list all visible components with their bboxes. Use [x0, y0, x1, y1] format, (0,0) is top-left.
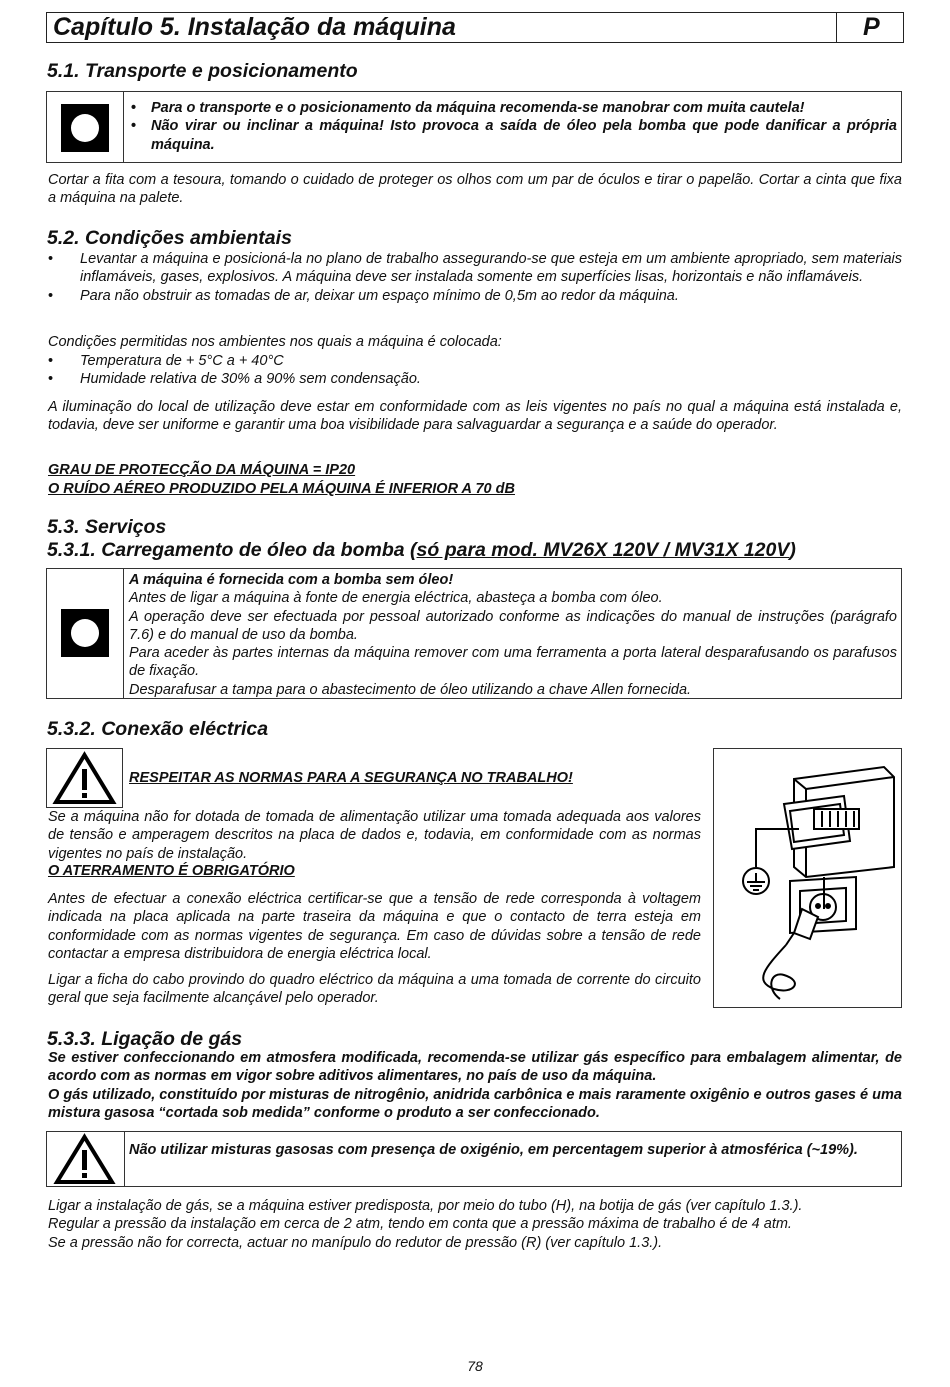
oil-line: Antes de ligar a máquina à fonte de energia eléctrica, abasteça a bomba com óleo.	[129, 590, 663, 607]
list-item: • Temperatura de + 5°C a + 40°C	[48, 352, 902, 370]
gas-line: Regular a pressão da instalação em cerca de 2 atm, tendo em conta que a pressão máxima de trabalho é de 4 atm.	[48, 1216, 792, 1233]
list-item: • Para o transporte e o posicionamento da máquina recomenda-se manobrar com muita cautela!	[127, 99, 897, 117]
language-letter: P	[863, 13, 880, 41]
section-5-3-2-title: 5.3.2. Conexão eléctrica	[47, 718, 269, 740]
page-number: 78	[467, 1358, 483, 1374]
oil-warning-text	[129, 571, 897, 699]
title-text: )	[789, 539, 796, 561]
gas-instructions	[48, 1197, 902, 1252]
warning-icon-cell	[47, 1132, 125, 1186]
gas-warning-box	[46, 1131, 902, 1187]
stop-icon-cell	[47, 92, 124, 162]
warning-triangle-icon	[47, 1132, 122, 1186]
oil-warning-box	[46, 568, 902, 699]
title-text: 5.3.1. Carregamento de óleo da bomba (	[47, 539, 417, 561]
electrical-paragraph-1: Se a máquina não for dotada de tomada de alimentação utilizar uma tomada adequada aos valores de tensão e amperagem descritos na placa de dados e, todavia, em conformidade com as normas vigentes no país de instalação.	[48, 809, 701, 862]
stop-icon	[61, 104, 109, 152]
list-item: • Não virar ou inclinar a máquina! Isto provoca a saída de óleo pela bomba que pode danificar a própria máquina.	[127, 117, 897, 154]
list-item: • Humidade relativa de 30% a 90% sem condensação.	[48, 370, 902, 388]
electrical-connection-illustration	[713, 748, 902, 1008]
gas-paragraph-2: O gás utilizado, constituído por misturas de nitrogênio, anidrida carbônica e mais raramente oxigênio e outros gases é uma mistura gasosa “cortada sob medida” conforme o produto a ser confeccionado.	[48, 1087, 902, 1122]
oil-warning-bold: A máquina é fornecida com a bomba sem óleo!	[129, 572, 454, 588]
noise-level: O RUÍDO AÉREO PRODUZIDO PELA MÁQUINA É INFERIOR A 70 dB	[48, 481, 515, 497]
transport-warning-box	[46, 91, 902, 163]
protection-grade: GRAU DE PROTECÇÃO DA MÁQUINA = IP20	[48, 462, 356, 478]
warning-icon-cell	[46, 748, 123, 808]
section-5-3-3-title: 5.3.3. Ligação de gás	[47, 1028, 243, 1050]
grounding-notice: O ATERRAMENTO É OBRIGATÓRIO	[48, 863, 295, 879]
safety-warning: RESPEITAR AS NORMAS PARA A SEGURANÇA NO TRABALHO!	[129, 770, 573, 786]
stop-icon	[61, 609, 109, 657]
oil-line: Desparafusar a tampa para o abastecimento de óleo utilizando a chave Allen fornecida.	[129, 681, 692, 698]
gas-warning-text: Não utilizar misturas gasosas com presença de oxigénio, em percentagem superior à atmosférica (~19%).	[129, 1142, 858, 1158]
warning-triangle-icon	[47, 749, 122, 807]
chapter-title: Capítulo 5. Instalação da máquina	[47, 13, 837, 42]
section-5-3-1-title	[47, 539, 796, 561]
stop-icon-cell	[47, 569, 124, 698]
transport-warning-list	[127, 99, 897, 154]
conditions-list	[48, 352, 902, 389]
conditions-intro: Condições permitidas nos ambientes nos quais a máquina é colocada:	[48, 334, 502, 350]
lighting-paragraph: A iluminação do local de utilização deve estar em conformidade com as leis vigentes no país no qual a máquina está instalada e, todavia, deve ser uniforme e garantir uma boa visibilidade para salvaguardar a segurança e a saúde do operador.	[48, 399, 902, 434]
gas-line: Se a pressão não for correcta, actuar no manípulo do redutor de pressão (R) (ver capítulo 1.3.).	[48, 1234, 663, 1251]
gas-line: Ligar a instalação de gás, se a máquina estiver predisposta, por meio do tubo (H), na botija de gás (ver capítulo 1.3.).	[48, 1198, 803, 1214]
electrical-panel-icon	[714, 749, 901, 1007]
electrical-paragraph-2: Antes de efectuar a conexão eléctrica certificar-se que a tensão de rede corresponda à voltagem indicada na placa aplicada na parte traseira da máquina e que o contacto de terra esteja em conformidade com as normas vigentes de segurança. Em caso de dúvidas sobre a tensão de rede contactar a empresa distribuidora de energia eléctrica local.	[48, 891, 701, 962]
section-5-1-title: 5.1. Transporte e posicionamento	[47, 60, 358, 82]
chapter-header	[46, 12, 904, 43]
electrical-paragraph-3: Ligar a ficha do cabo provindo do quadro eléctrico da máquina a uma tomada de corrente do circuito geral que seja facilmente alcançável pelo operador.	[48, 972, 701, 1007]
gas-paragraph-1: Se estiver confeccionando em atmosfera modificada, recomenda-se utilizar gás específico para embalagem alimentar, de acordo com as normas em vigor sobre aditivos alimentares, no país de uso da máquina.	[48, 1050, 902, 1085]
unpacking-paragraph: Cortar a fita com a tesoura, tomando o cuidado de proteger os olhos com um par de óculos e tirar o papelão. Cortar a cinta que fixa a máquina na palete.	[48, 172, 902, 207]
placement-list	[48, 250, 902, 305]
list-item: • Levantar a máquina e posicioná-la no plano de trabalho assegurando-se que esteja em um ambiente apropriado, sem materiais inflamáveis, gases, explosivos. A máquina deve ser instalada somente em superfícies lisas, horizontais e não inflamáveis.	[48, 250, 902, 287]
section-5-3-title: 5.3. Serviços	[47, 516, 167, 538]
oil-line: Para aceder às partes internas da máquina remover com uma ferramenta a porta lateral desparafusando os parafusos de fixação.	[129, 645, 897, 680]
section-5-2-title: 5.2. Condições ambientais	[47, 227, 292, 249]
model-restriction: só para mod. MV26X 120V / MV31X 120V	[416, 539, 790, 561]
list-item: • Para não obstruir as tomadas de ar, deixar um espaço mínimo de 0,5m ao redor da máquina.	[48, 287, 902, 305]
oil-line: A operação deve ser efectuada por pessoal autorizado conforme as indicações do manual de instruções (parágrafo 7.6) e do manual de uso da bomba.	[129, 608, 897, 643]
